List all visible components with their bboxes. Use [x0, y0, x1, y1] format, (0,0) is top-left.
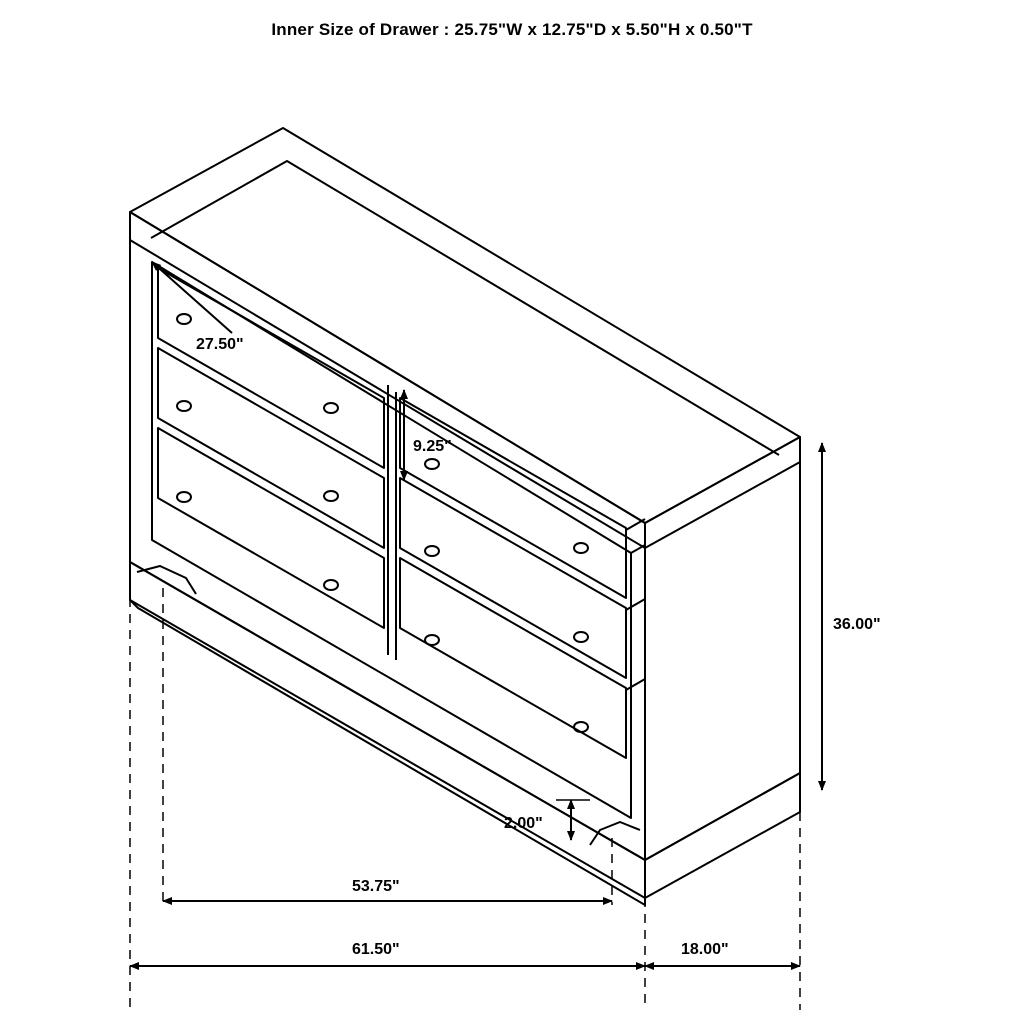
dimension-label-total-width: 61.50"	[352, 941, 400, 958]
drawer-knobs	[177, 314, 588, 732]
dimension-arrows	[130, 262, 822, 966]
dimension-label-drawer-height: 9.25"	[413, 438, 452, 455]
dimension-label-total-height: 36.00"	[833, 616, 881, 633]
dimension-label-base-height: 2.00"	[504, 815, 543, 832]
dimension-label-depth: 18.00"	[681, 941, 729, 958]
page-title: Inner Size of Drawer : 25.75"W x 12.75"D x 5.50"H x 0.50"T	[271, 20, 753, 39]
dimension-label-inner-width: 53.75"	[352, 878, 400, 895]
dresser-body	[130, 128, 800, 905]
dimension-label-drawer-width: 27.50"	[196, 336, 244, 353]
